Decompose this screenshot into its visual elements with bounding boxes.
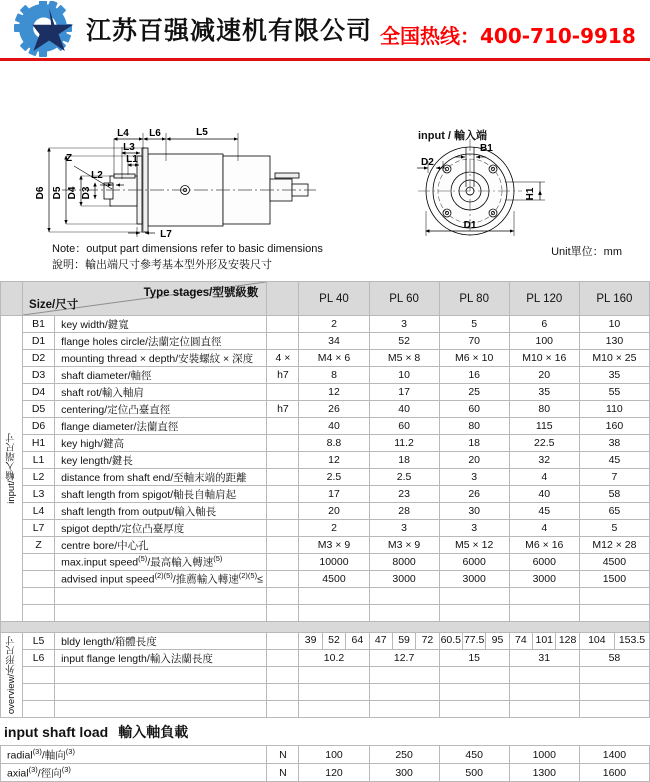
- row-code-D3: D3: [23, 367, 55, 384]
- row-code-empty2: [23, 667, 55, 684]
- sub-value: 47: [370, 633, 393, 649]
- row-code-D5: D5: [23, 401, 55, 418]
- row-desc-L5: bldy length/箱體長度: [55, 633, 267, 650]
- row-value-Z-col4: M12 × 28: [579, 537, 649, 554]
- row-code-L3: L3: [23, 486, 55, 503]
- header-model-pl160: PL 160: [579, 282, 649, 316]
- section-separator: [1, 622, 650, 633]
- row-value-H1-col1: 11.2: [369, 435, 439, 452]
- row-value-D4-col1: 17: [369, 384, 439, 401]
- row-unit-H1: [267, 435, 299, 452]
- row-value-L1-col3: 32: [509, 452, 579, 469]
- svg-text:L7: L7: [160, 229, 172, 239]
- row-unit-D5: h7: [267, 401, 299, 418]
- row-desc-L4: shaft length from output/輸入軸長: [55, 503, 267, 520]
- row-desc-D4: shaft rot/輸入軸肩: [55, 384, 267, 401]
- svg-text:D6: D6: [35, 186, 46, 200]
- row-value-D5-col3: 80: [509, 401, 579, 418]
- row-code-L1: L1: [23, 452, 55, 469]
- hotline-text: 全国热线：400-710-9918: [380, 24, 636, 48]
- row-desc-empty3: [55, 684, 267, 701]
- header-model-pl80: PL 80: [439, 282, 509, 316]
- row-value-H1-col0: 8.8: [299, 435, 369, 452]
- unit-label: Unit單位：mm: [551, 246, 622, 258]
- row-value-D6-col1: 60: [369, 418, 439, 435]
- row-value-D6-col0: 40: [299, 418, 369, 435]
- page-header: [0, 0, 650, 58]
- load-table-body: [1, 746, 650, 782]
- header-type-label: Type stages/型號級數: [143, 287, 259, 299]
- table-row: [1, 367, 650, 384]
- table-row: [1, 350, 650, 367]
- row-value-L5-col4: [579, 633, 649, 650]
- row-value-empty17-col3: [509, 605, 579, 622]
- row-value-empty16-col3: [509, 588, 579, 605]
- row-value-L5-col2: [439, 633, 509, 650]
- sub-value: 95: [491, 634, 504, 646]
- row-value-L4-col0: 20: [299, 503, 369, 520]
- row-value-empty16-col0: [299, 588, 369, 605]
- load-row-desc-0: radial$^{(3)}$/軸向$^{(3)}$: [1, 746, 267, 764]
- spec-table: [0, 281, 650, 718]
- row-code-D4: D4: [23, 384, 55, 401]
- row-value-D2-col3: M10 × 16: [509, 350, 579, 367]
- svg-text:H1: H1: [525, 187, 536, 201]
- row-desc-L6: input flange length/輸入法蘭長度: [55, 650, 267, 667]
- row-desc-empty15: advised input speed$^{(2)(5)}$/推薦輸入轉速$^{(2)(5)}$≤: [55, 571, 267, 588]
- header-model-pl60: PL 60: [369, 282, 439, 316]
- row-unit-D2: 4 ×: [267, 350, 299, 367]
- row-desc-empty4: [55, 701, 267, 718]
- row-desc-empty16: [55, 588, 267, 605]
- load-row-unit-1: N: [267, 764, 299, 782]
- row-value-L3-col0: 17: [299, 486, 369, 503]
- row-value-empty17-col0: [299, 605, 369, 622]
- sub-value: 128: [558, 634, 577, 646]
- row-code-Z: Z: [23, 537, 55, 554]
- row-desc-D3: shaft diameter/軸徑: [55, 367, 267, 384]
- header-corner-split: [23, 282, 267, 316]
- row-value-D2-col1: M5 × 8: [369, 350, 439, 367]
- row-value-empty3-col0: [299, 684, 369, 701]
- table-row: [1, 316, 650, 333]
- row-unit-empty14: [267, 554, 299, 571]
- note-block: [0, 239, 650, 281]
- sub-value: 77.5: [463, 633, 486, 649]
- row-value-D3-col4: 35: [579, 367, 649, 384]
- sub-value: 101: [533, 633, 556, 649]
- header-model-pl40: PL 40: [299, 282, 369, 316]
- table-row: [1, 333, 650, 350]
- table-row: [1, 667, 650, 684]
- row-desc-B1: key width/鍵寬: [55, 316, 267, 333]
- row-value-empty4-col1: [369, 701, 439, 718]
- row-value-empty14-col1: 8000: [369, 554, 439, 571]
- row-code-D2: D2: [23, 350, 55, 367]
- table-row: [1, 384, 650, 401]
- row-desc-L2: distance from shaft end/至軸末端的距離: [55, 469, 267, 486]
- row-code-L4: L4: [23, 503, 55, 520]
- row-unit-L5: [267, 633, 299, 650]
- row-unit-L1: [267, 452, 299, 469]
- row-value-D3-col0: 8: [299, 367, 369, 384]
- load-section-title: [0, 718, 650, 745]
- row-value-L7-col2: 3: [439, 520, 509, 537]
- row-value-empty17-col1: [369, 605, 439, 622]
- table-row: [1, 469, 650, 486]
- row-value-D5-col0: 26: [299, 401, 369, 418]
- row-value-H1-col4: 38: [579, 435, 649, 452]
- sub-value: 39: [299, 633, 322, 649]
- table-row: [1, 452, 650, 469]
- row-code-empty15: [23, 571, 55, 588]
- row-value-L2-col4: 7: [579, 469, 649, 486]
- sub-value: 64: [351, 634, 364, 646]
- table-row: [1, 554, 650, 571]
- row-value-L2-col3: 4: [509, 469, 579, 486]
- svg-text:D3: D3: [81, 186, 92, 200]
- row-value-D5-col4: 110: [579, 401, 649, 418]
- row-value-Z-col3: M6 × 16: [509, 537, 579, 554]
- row-value-empty17-col2: [439, 605, 509, 622]
- svg-text:D2: D2: [421, 157, 434, 168]
- table-row: [1, 633, 650, 650]
- header-size-label: Size/尺寸: [29, 299, 79, 311]
- sub-value: 74: [510, 633, 533, 649]
- sub-value: 60.5: [440, 633, 463, 649]
- row-value-empty2-col3: [509, 667, 579, 684]
- row-code-L5: L5: [23, 633, 55, 650]
- row-code-empty3: [23, 684, 55, 701]
- drawing-canvas: [0, 61, 650, 239]
- row-value-Z-col1: M3 × 9: [369, 537, 439, 554]
- row-desc-D1: flange holes circle/法蘭定位圓直徑: [55, 333, 267, 350]
- sub-value: 59: [393, 633, 416, 649]
- row-desc-D2: mounting thread × depth/安裝螺紋 × 深度: [55, 350, 267, 367]
- note-line-en: Note：output part dimensions refer to basic dimensions: [52, 243, 323, 255]
- header-model-pl120: PL 120: [509, 282, 579, 316]
- row-value-L1-col2: 20: [439, 452, 509, 469]
- row-value-D5-col1: 40: [369, 401, 439, 418]
- row-unit-L2: [267, 469, 299, 486]
- row-value-L7-col4: 5: [579, 520, 649, 537]
- row-value-empty4-col0: [299, 701, 369, 718]
- row-value-D1-col3: 100: [509, 333, 579, 350]
- svg-text:L4: L4: [117, 128, 129, 139]
- row-value-L5-col1: [369, 633, 439, 650]
- row-desc-Z: centre bore/中心孔: [55, 537, 267, 554]
- group-label-input: [1, 316, 23, 622]
- row-desc-D5: centering/定位凸臺直徑: [55, 401, 267, 418]
- section-separator-cell: [1, 622, 650, 633]
- row-value-empty17-col4: [579, 605, 649, 622]
- row-value-D4-col4: 55: [579, 384, 649, 401]
- row-code-L7: L7: [23, 520, 55, 537]
- load-row-value-0-col4: 1400: [579, 746, 649, 764]
- load-row-value-1-col0: 120: [299, 764, 369, 782]
- row-unit-D6: [267, 418, 299, 435]
- row-desc-empty14: max.input speed$^{(5)}$/最高輸入轉速$^{(5)}$: [55, 554, 267, 571]
- header-unit-blank: [267, 282, 299, 316]
- company-name: 江苏百强减速机有限公司: [86, 16, 373, 45]
- row-value-empty16-col4: [579, 588, 649, 605]
- row-value-empty4-col3: [509, 701, 579, 718]
- table-row: [1, 605, 650, 622]
- row-value-L4-col3: 45: [509, 503, 579, 520]
- technical-drawings: [0, 61, 650, 239]
- row-unit-empty3: [267, 684, 299, 701]
- row-desc-empty2: [55, 667, 267, 684]
- table-row: [1, 418, 650, 435]
- row-value-H1-col3: 22.5: [509, 435, 579, 452]
- group-label-overview-text: overview/外形尺寸: [5, 635, 17, 715]
- spec-table-body: [1, 316, 650, 718]
- row-code-H1: H1: [23, 435, 55, 452]
- table-row: [1, 650, 650, 667]
- row-value-D2-col2: M6 × 10: [439, 350, 509, 367]
- row-value-empty3-col2: [439, 684, 509, 701]
- row-code-B1: B1: [23, 316, 55, 333]
- row-value-L1-col0: 12: [299, 452, 369, 469]
- load-row-value-0-col1: 250: [369, 746, 439, 764]
- row-unit-Z: [267, 537, 299, 554]
- svg-text:L1: L1: [126, 154, 138, 165]
- row-value-L6-col2: 15: [439, 650, 509, 667]
- row-value-empty15-col3: 3000: [509, 571, 579, 588]
- row-value-empty4-col2: [439, 701, 509, 718]
- row-value-L3-col4: 58: [579, 486, 649, 503]
- row-value-B1-col1: 3: [369, 316, 439, 333]
- row-unit-L4: [267, 503, 299, 520]
- row-value-empty3-col3: [509, 684, 579, 701]
- row-value-B1-col3: 6: [509, 316, 579, 333]
- row-value-Z-col0: M3 × 9: [299, 537, 369, 554]
- svg-text:L2: L2: [91, 170, 103, 181]
- svg-text:D4: D4: [67, 186, 78, 200]
- row-value-D4-col2: 25: [439, 384, 509, 401]
- svg-text:D1: D1: [463, 220, 477, 231]
- row-value-D6-col3: 115: [509, 418, 579, 435]
- sub-value: 52: [323, 633, 346, 649]
- svg-text:D5: D5: [52, 186, 63, 200]
- row-value-D6-col4: 160: [579, 418, 649, 435]
- row-value-L6-col3: 31: [509, 650, 579, 667]
- row-value-empty15-col4: 1500: [579, 571, 649, 588]
- row-value-empty2-col1: [369, 667, 439, 684]
- row-value-D1-col0: 34: [299, 333, 369, 350]
- row-value-empty14-col2: 6000: [439, 554, 509, 571]
- row-value-empty2-col0: [299, 667, 369, 684]
- row-value-L6-col0: 10.2: [299, 650, 369, 667]
- svg-text:L6: L6: [149, 128, 161, 139]
- load-row-value-1-col3: 1300: [509, 764, 579, 782]
- row-value-empty16-col1: [369, 588, 439, 605]
- table-row: [1, 503, 650, 520]
- table-row: [1, 764, 650, 782]
- row-code-D1: D1: [23, 333, 55, 350]
- row-value-L4-col2: 30: [439, 503, 509, 520]
- row-value-L6-col1: 12.7: [369, 650, 439, 667]
- group-label-overview: [1, 633, 23, 718]
- table-row: [1, 701, 650, 718]
- group-label-input-text: input/輸入端尺寸: [5, 433, 17, 504]
- row-value-B1-col4: 10: [579, 316, 649, 333]
- sub-value: 153.5: [618, 634, 646, 646]
- row-value-L6-col4: 58: [579, 650, 649, 667]
- row-value-D5-col2: 60: [439, 401, 509, 418]
- load-row-value-0-col2: 450: [439, 746, 509, 764]
- company-logo: [4, 1, 82, 57]
- row-code-empty14: [23, 554, 55, 571]
- row-code-L6: L6: [23, 650, 55, 667]
- table-row: [1, 537, 650, 554]
- row-value-D3-col3: 20: [509, 367, 579, 384]
- table-row: [1, 486, 650, 503]
- row-unit-empty17: [267, 605, 299, 622]
- load-row-value-1-col2: 500: [439, 764, 509, 782]
- table-row: [1, 571, 650, 588]
- table-header-row: [1, 282, 650, 316]
- table-row: [1, 684, 650, 701]
- row-value-L7-col1: 3: [369, 520, 439, 537]
- svg-text:Z: Z: [65, 153, 73, 164]
- row-value-L3-col3: 40: [509, 486, 579, 503]
- row-code-empty16: [23, 588, 55, 605]
- row-value-D1-col1: 52: [369, 333, 439, 350]
- row-value-D3-col1: 10: [369, 367, 439, 384]
- load-title-cn: 輸入軸負載: [118, 724, 189, 740]
- row-value-D3-col2: 16: [439, 367, 509, 384]
- row-value-L3-col1: 23: [369, 486, 439, 503]
- row-value-D4-col0: 12: [299, 384, 369, 401]
- row-value-D1-col2: 70: [439, 333, 509, 350]
- row-value-empty14-col0: 10000: [299, 554, 369, 571]
- row-unit-empty4: [267, 701, 299, 718]
- input-view-title: input / 輸入端: [418, 130, 488, 142]
- row-value-empty14-col4: 4500: [579, 554, 649, 571]
- row-desc-L1: key length/鍵長: [55, 452, 267, 469]
- row-unit-L3: [267, 486, 299, 503]
- row-value-Z-col2: M5 × 12: [439, 537, 509, 554]
- row-value-D6-col2: 80: [439, 418, 509, 435]
- row-value-empty3-col1: [369, 684, 439, 701]
- row-value-D1-col4: 130: [579, 333, 649, 350]
- row-value-empty3-col4: [579, 684, 649, 701]
- row-value-empty4-col4: [579, 701, 649, 718]
- load-row-value-0-col0: 100: [299, 746, 369, 764]
- row-value-L1-col1: 18: [369, 452, 439, 469]
- row-value-D4-col3: 35: [509, 384, 579, 401]
- row-code-L2: L2: [23, 469, 55, 486]
- row-unit-D4: [267, 384, 299, 401]
- row-value-L5-col0: [299, 633, 369, 650]
- load-title-en: input shaft load: [4, 724, 109, 740]
- load-row-value-1-col4: 1600: [579, 764, 649, 782]
- row-value-D2-col4: M10 × 25: [579, 350, 649, 367]
- row-value-empty15-col0: 4500: [299, 571, 369, 588]
- row-value-L2-col1: 2.5: [369, 469, 439, 486]
- table-row: [1, 588, 650, 605]
- row-value-L2-col2: 3: [439, 469, 509, 486]
- row-value-empty15-col2: 3000: [439, 571, 509, 588]
- load-row-unit-0: N: [267, 746, 299, 764]
- row-unit-B1: [267, 316, 299, 333]
- sub-value: 72: [421, 634, 434, 646]
- gear-star-logo-icon: [4, 1, 82, 57]
- table-row: [1, 746, 650, 764]
- load-table: [0, 745, 650, 782]
- row-value-empty14-col3: 6000: [509, 554, 579, 571]
- table-row: [1, 435, 650, 452]
- row-value-D2-col0: M4 × 6: [299, 350, 369, 367]
- row-unit-L7: [267, 520, 299, 537]
- row-value-L4-col1: 28: [369, 503, 439, 520]
- row-value-L2-col0: 2.5: [299, 469, 369, 486]
- row-unit-L6: [267, 650, 299, 667]
- row-value-B1-col0: 2: [299, 316, 369, 333]
- row-value-empty2-col2: [439, 667, 509, 684]
- table-row: [1, 401, 650, 418]
- row-desc-empty17: [55, 605, 267, 622]
- row-desc-L3: shaft length from spigot/軸長自軸肩起: [55, 486, 267, 503]
- row-value-L4-col4: 65: [579, 503, 649, 520]
- svg-text:B1: B1: [480, 143, 493, 154]
- row-value-L1-col4: 45: [579, 452, 649, 469]
- sub-value: 104: [580, 633, 615, 649]
- row-desc-L7: spigot depth/定位凸臺厚度: [55, 520, 267, 537]
- row-code-empty17: [23, 605, 55, 622]
- row-unit-D1: [267, 333, 299, 350]
- row-value-L7-col3: 4: [509, 520, 579, 537]
- load-row-value-0-col3: 1000: [509, 746, 579, 764]
- table-row: [1, 520, 650, 537]
- row-unit-empty2: [267, 667, 299, 684]
- spec-table-head: [1, 282, 650, 316]
- row-value-empty2-col4: [579, 667, 649, 684]
- header-corner-blank: [1, 282, 23, 316]
- load-row-value-1-col1: 300: [369, 764, 439, 782]
- row-value-L7-col0: 2: [299, 520, 369, 537]
- row-value-L3-col2: 26: [439, 486, 509, 503]
- svg-text:L3: L3: [123, 142, 135, 153]
- row-value-B1-col2: 5: [439, 316, 509, 333]
- row-desc-H1: key high/鍵高: [55, 435, 267, 452]
- row-value-empty16-col2: [439, 588, 509, 605]
- svg-text:L5: L5: [196, 127, 208, 138]
- row-value-empty15-col1: 3000: [369, 571, 439, 588]
- row-unit-empty15: [267, 571, 299, 588]
- row-unit-empty16: [267, 588, 299, 605]
- row-unit-D3: h7: [267, 367, 299, 384]
- row-value-L5-col3: [509, 633, 579, 650]
- load-row-desc-1: axial$^{(3)}$/徑向$^{(3)}$: [1, 764, 267, 782]
- note-line-cn: 說明：輸出端尺寸參考基本型外形及安裝尺寸: [52, 259, 272, 271]
- row-value-H1-col2: 18: [439, 435, 509, 452]
- row-desc-D6: flange diameter/法蘭直徑: [55, 418, 267, 435]
- row-code-D6: D6: [23, 418, 55, 435]
- row-code-empty4: [23, 701, 55, 718]
